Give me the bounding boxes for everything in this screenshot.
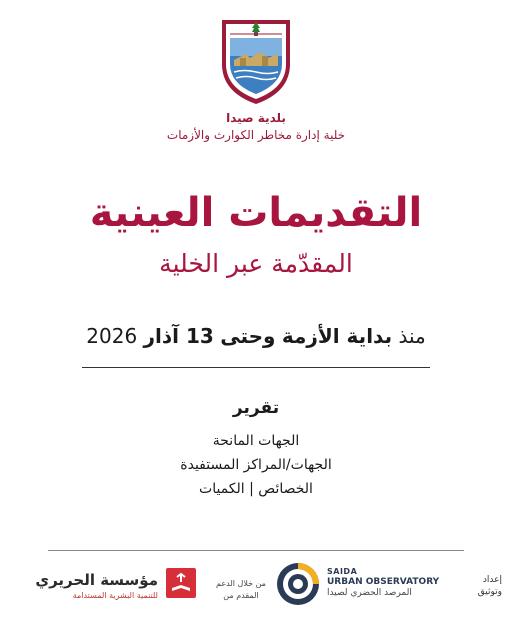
foundation-tagline: للتنمية البشرية المستدامة	[72, 591, 158, 600]
period-since: منذ	[398, 324, 426, 348]
crisis-unit-name: خلية إدارة مخاطر الكوارث والأزمات	[166, 128, 346, 142]
hariri-foundation-logo-icon	[166, 568, 196, 598]
report-item: الجهات/المراكز المستفيدة	[180, 457, 332, 473]
prepared-label: إعداد وتوثيق	[477, 575, 502, 597]
period-start: بداية الأزمة	[281, 324, 393, 348]
report-item: الخصائص | الكميات	[199, 481, 313, 497]
period-year: 2026	[86, 324, 138, 348]
foundation-name: مؤسسة الحريري	[35, 571, 158, 589]
observatory-logo-icon	[275, 561, 321, 607]
support-label: من خلال الدعم المقدم من	[216, 579, 266, 600]
page-title: التقديمات العينية	[89, 190, 423, 236]
observatory-arabic-name: المرصد الحضري لصيدا	[327, 588, 412, 598]
observatory-name-line2: URBAN OBSERVATORY	[327, 577, 440, 587]
footer-divider	[48, 550, 464, 551]
saida-municipality-emblem-icon	[216, 14, 296, 106]
observatory-name-line1: SAIDA	[327, 567, 358, 576]
divider	[82, 367, 430, 368]
page-subtitle: المقدّمة عبر الخلية	[159, 249, 353, 278]
period-until: وحتى	[220, 324, 276, 348]
report-item: الجهات المانحة	[212, 433, 300, 449]
municipality-name: بلدية صيدا	[226, 111, 286, 125]
period-end-date: 13 آذار	[143, 324, 214, 348]
report-heading: تقرير	[232, 398, 280, 418]
period-line	[0, 322, 512, 350]
